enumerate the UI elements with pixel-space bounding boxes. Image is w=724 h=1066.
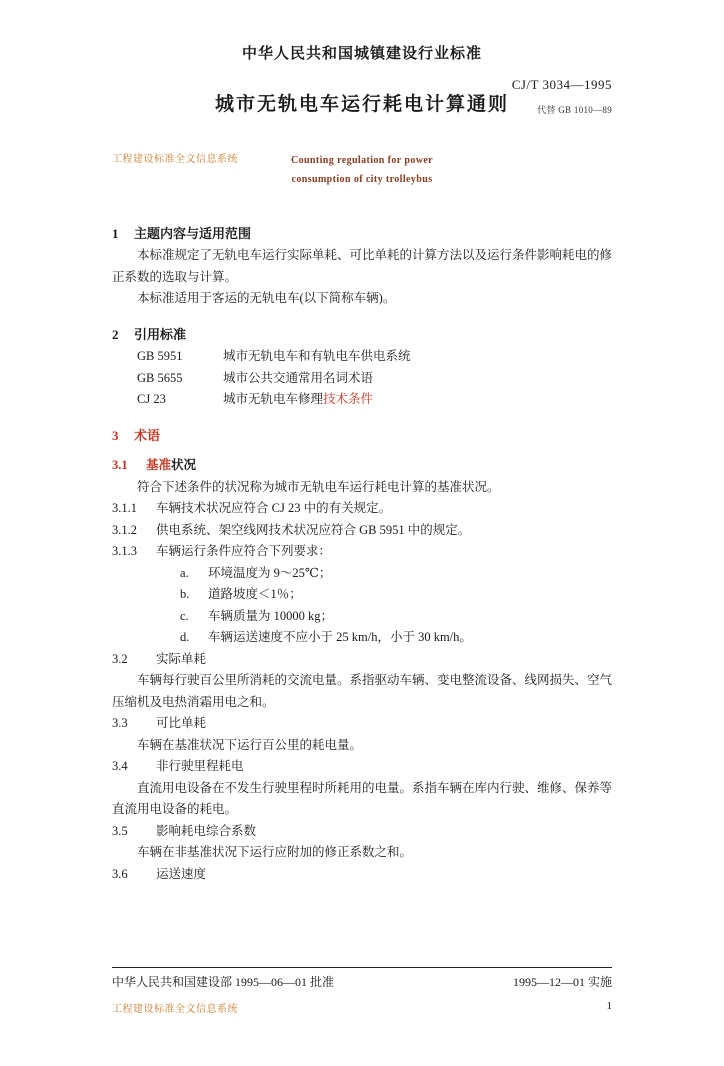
section-3-3-paragraph: 车辆在基准状况下运行百公里的耗电量。	[137, 737, 363, 752]
section-3-4-title: 非行驶里程耗电	[156, 759, 244, 774]
clause-number: 3.1.1	[112, 501, 137, 516]
footer-divider	[112, 967, 612, 968]
list-item-d	[112, 627, 612, 649]
section-3-3-title: 可比单耗	[156, 716, 207, 731]
reference-title: 城市无轨电车修理	[223, 392, 324, 407]
section-1-paragraph-1: 本标准规定了无轨电车运行实际单耗、可比单耗的计算方法以及运行条件影响耗电的修正系数的选取与计算。	[112, 248, 613, 284]
clause-number: 3.1.2	[112, 522, 137, 537]
standard-authority-line: 中华人民共和国城镇建设行业标准	[241, 46, 482, 62]
section-3-1-paragraph: 符合下述条件的状况称为城市无轨电车运行耗电计算的基准状况。	[137, 479, 500, 494]
section-3-1-title-highlight: 基准	[146, 458, 172, 473]
watermark-bottom-text: 工程建设标准全文信息系统	[112, 1004, 238, 1015]
section-3-3-heading	[112, 713, 612, 735]
page-title: 城市无轨电车运行耗电计算通则	[214, 94, 509, 115]
section-3-2-title: 实际单耗	[156, 651, 207, 666]
list-item-label: c.	[180, 608, 189, 623]
list-item-label: a.	[180, 565, 189, 580]
list-item-text: 车辆质量为 10000 kg；	[208, 608, 334, 623]
section-3-4-number: 3.4	[112, 759, 128, 774]
list-item-b	[112, 584, 612, 606]
section-3-1-number: 3.1	[112, 458, 128, 473]
section-3-6-title: 运送速度	[156, 866, 207, 881]
section-3-heading	[112, 425, 612, 447]
standard-replaces: 代替 GB 1010—89	[537, 105, 612, 115]
reference-title: 城市公共交通常用名词术语	[223, 370, 374, 385]
section-2-title: 引用标准	[134, 326, 187, 342]
list-item-c	[112, 606, 612, 628]
section-3-5-heading	[112, 821, 612, 843]
reference-code: GB 5655	[137, 370, 183, 385]
reference-code: GB 5951	[137, 349, 183, 364]
reference-code: CJ 23	[137, 392, 166, 407]
list-item-a	[112, 563, 612, 585]
clause-3-1-3	[112, 541, 612, 563]
reference-item	[112, 346, 612, 368]
clause-3-1-2	[112, 520, 612, 542]
list-item-text: 车辆运送速度不应小于 25 km/h，小于 30 km/h。	[208, 630, 472, 645]
page-number: 1	[606, 1000, 612, 1012]
clause-text: 车辆运行条件应符合下列要求：	[156, 544, 332, 559]
english-title-line1: Counting regulation for power	[290, 155, 434, 166]
clause-number: 3.1.3	[112, 544, 137, 559]
section-3-2-paragraph: 车辆每行驶百公里所消耗的交流电量。系指驱动车辆、变电整流设备、线网损失、空气压缩机及电热消霜用电之和。	[112, 673, 613, 709]
section-3-6-number: 3.6	[112, 866, 128, 881]
section-3-5-paragraph: 车辆在非基准状况下运行应附加的修正系数之和。	[137, 845, 413, 860]
clause-text: 车辆技术状况应符合 CJ 23 中的有关规定。	[156, 501, 392, 516]
english-title-line2: consumption of city trolleybus	[291, 174, 433, 185]
section-3-3-number: 3.3	[112, 716, 128, 731]
standard-code-block	[512, 77, 612, 116]
reference-title-highlight: 技术条件	[323, 392, 374, 407]
section-3-5-title: 影响耗电综合系数	[156, 823, 257, 838]
section-1-heading	[112, 223, 612, 245]
section-3-1-title: 状况	[171, 458, 197, 473]
section-3-4-paragraph: 直流用电设备在不发生行驶里程时所耗用的电量。系指车辆在库内行驶、维修、保养等直流用电设备的耗电。	[112, 780, 613, 817]
section-3-2-number: 3.2	[112, 651, 128, 666]
list-item-text: 环境温度为 9～25℃；	[208, 565, 332, 580]
section-2-heading	[112, 324, 612, 346]
section-1-title: 主题内容与适用范围	[134, 226, 252, 241]
list-item-label: b.	[180, 587, 190, 602]
section-3-2-heading	[112, 649, 612, 671]
document-body	[112, 223, 612, 885]
document-page	[0, 42, 724, 1066]
watermark-top-text: 工程建设标准全文信息系统	[112, 154, 238, 165]
section-1-paragraph-2: 本标准适用于客运的无轨电车(以下简称车辆)。	[137, 291, 396, 306]
section-3-6-heading	[112, 864, 612, 886]
section-3-4-heading	[112, 756, 612, 778]
list-item-label: d.	[180, 630, 190, 645]
section-3-1-heading	[112, 455, 612, 477]
section-3-number: 3	[112, 427, 119, 443]
reference-title: 城市无轨电车和有轨电车供电系统	[223, 349, 411, 364]
section-3-title: 术语	[134, 427, 161, 443]
reference-item	[112, 368, 612, 390]
footer-effective-text: 1995—12—01 实施	[512, 975, 612, 989]
standard-code: CJ/T 3034—1995	[511, 77, 612, 92]
clause-text: 供电系统、架空线网技术状况应符合 GB 5951 中的规定。	[156, 522, 471, 537]
clause-3-1-1	[112, 498, 612, 520]
section-1-number: 1	[112, 226, 119, 241]
section-3-5-number: 3.5	[112, 823, 128, 838]
section-2-number: 2	[112, 326, 119, 342]
reference-item	[112, 389, 612, 411]
page-footer	[112, 973, 612, 990]
list-item-text: 道路坡度＜1％；	[208, 587, 302, 602]
title-row	[112, 77, 612, 145]
footer-approval-text: 中华人民共和国建设部 1995—06—01 批准	[112, 975, 335, 989]
